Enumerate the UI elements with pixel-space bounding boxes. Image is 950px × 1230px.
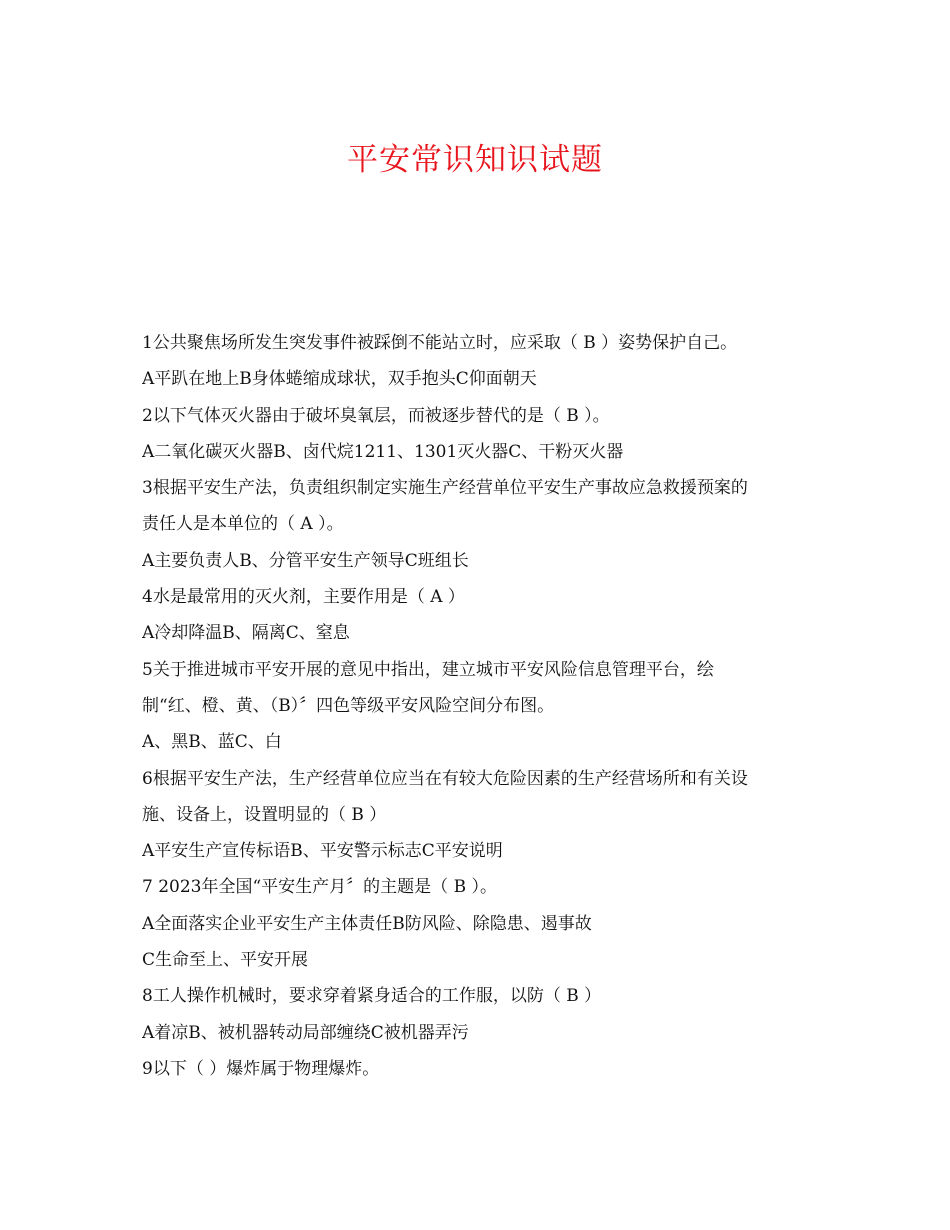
- text-line: 7 2023年全国“平安生产月〞的主题是（ B ）。: [142, 877, 497, 898]
- text-line: 3根据平安生产法，负责组织制定实施生产经营单位平安生产事故应急救援预案的: [142, 478, 748, 499]
- text-line: 责任人是本单位的（ A ）。: [142, 514, 344, 535]
- text-line: C生命至上、平安开展: [142, 950, 309, 971]
- text-line: A着凉B、被机器转动局部缠绕C被机器弄污: [142, 1022, 469, 1043]
- text-line: 5关于推进城市平安开展的意见中指出，建立城市平安风险信息管理平台，绘: [142, 659, 714, 680]
- text-line: A冷却降温B、隔离C、窒息: [142, 623, 350, 644]
- text-line: A平安生产宣传标语B、平安警示标志C平安说明: [142, 841, 503, 862]
- text-line: 施、设备上，设置明显的（ B ）: [142, 804, 387, 825]
- text-line: 4水是最常用的灭火剂，主要作用是（ A ）: [142, 587, 465, 608]
- text-line: 2以下气体灭火器由于破坏臭氧层，而被逐步替代的是（ B ）。: [142, 405, 610, 426]
- text-line: A主要负责人B、分管平安生产领导C班组长: [142, 550, 469, 571]
- text-line: A全面落实企业平安生产主体责任B防风险、除隐患、遏事故: [142, 913, 592, 934]
- text-line: 制“红、橙、黄、（B）〞四色等级平安风险空间分布图。: [142, 695, 555, 716]
- text-line: 8工人操作机械时，要求穿着紧身适合的工作服，以防（ B ）: [142, 986, 602, 1007]
- text-line: 1公共聚焦场所发生突发事件被踩倒不能站立时，应采取（ B ）姿势保护自己。: [142, 333, 738, 353]
- document-title: 平安常识知识试题: [347, 142, 603, 178]
- text-line: A平趴在地上B身体蜷缩成球状，双手抱头C仰面朝天: [142, 369, 537, 390]
- text-line: A、黑B、蓝C、白: [142, 732, 282, 753]
- text-line: 9以下（ ）爆炸属于物理爆炸。: [142, 1058, 380, 1079]
- text-line: A二氧化碳灭火器B、卤代烷1211、1301灭火器C、干粉灭火器: [142, 441, 624, 462]
- text-line: 6根据平安生产法，生产经营单位应当在有较大危险因素的生产经营场所和有关设: [142, 768, 748, 789]
- document-body: [142, 325, 822, 1087]
